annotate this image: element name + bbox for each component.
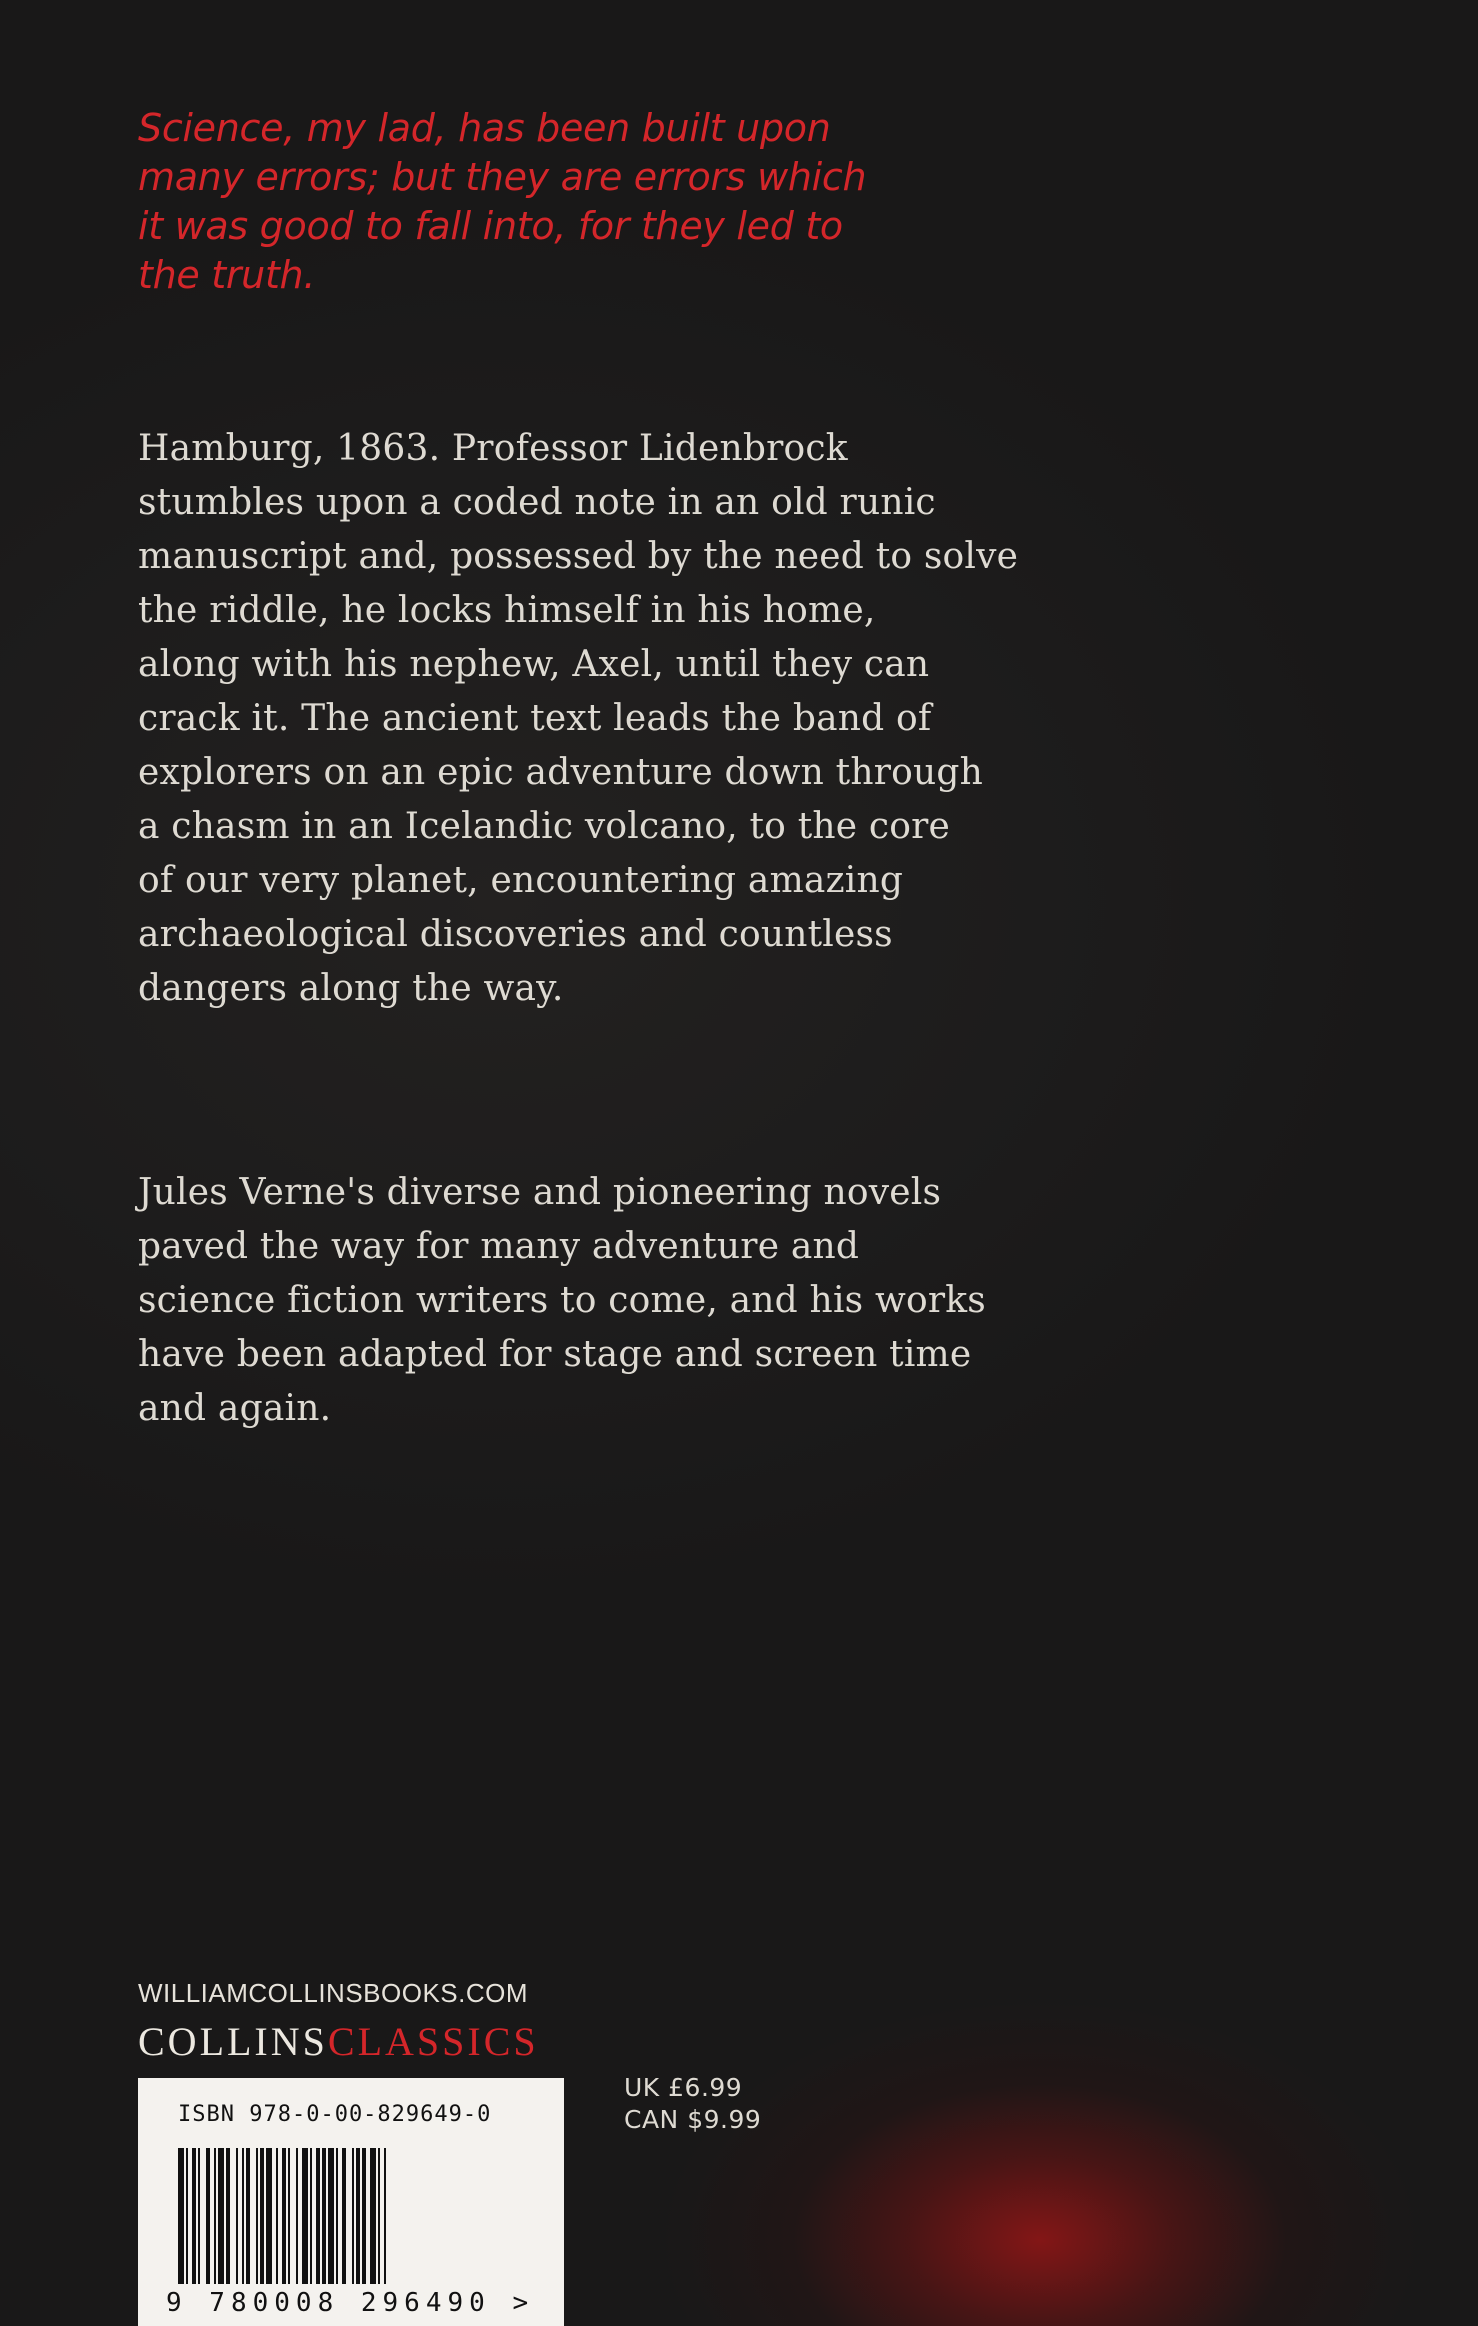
barcode-digits: 9 780008 296490 > <box>166 2288 535 2318</box>
barcode-bar <box>282 2148 286 2284</box>
barcode-bar <box>226 2148 230 2284</box>
author-line: and again. <box>138 1388 332 1429</box>
barcode-bar <box>342 2148 346 2284</box>
synopsis-line: archaeological discoveries and countless <box>138 914 893 955</box>
synopsis-line: along with his nephew, Axel, until they can <box>138 644 930 685</box>
barcode-bars <box>178 2148 526 2288</box>
publisher-website: WILLIAMCOLLINSBOOKS.COM <box>138 1978 529 2008</box>
epigraph-quote <box>138 104 978 300</box>
barcode-bar <box>328 2148 334 2284</box>
synopsis-line: a chasm in an Icelandic volcano, to the core <box>138 806 951 847</box>
barcode-bar <box>288 2148 290 2284</box>
publisher-imprint-logo <box>138 2018 539 2065</box>
price-block <box>624 2072 761 2136</box>
barcode-bar <box>370 2148 376 2284</box>
barcode-bar <box>352 2148 354 2284</box>
author-line: paved the way for many adventure and <box>138 1226 860 1267</box>
synopsis-line: of our very planet, encountering amazing <box>138 860 904 901</box>
barcode-bar <box>276 2148 278 2284</box>
barcode-bar <box>316 2148 320 2284</box>
barcode-bar <box>242 2148 244 2284</box>
barcode-bar <box>198 2148 200 2284</box>
barcode-bar <box>296 2148 298 2284</box>
barcode-bar <box>322 2148 326 2284</box>
synopsis-line: manuscript and, possessed by the need to solve <box>138 536 1019 577</box>
quote-line: Science, my lad, has been built upon <box>138 106 831 150</box>
quote-line: the truth. <box>138 253 316 297</box>
quote-line: many errors; but they are errors which <box>138 155 867 199</box>
barcode-bar <box>266 2148 272 2284</box>
barcode-bar <box>336 2148 338 2284</box>
imprint-collins: COLLINS <box>138 2019 328 2064</box>
author-line: science fiction writers to come, and his works <box>138 1280 986 1321</box>
barcode-panel <box>138 2078 564 2326</box>
author-line: have been adapted for stage and screen time <box>138 1334 972 1375</box>
barcode-bar <box>236 2148 238 2284</box>
price-uk: UK £6.99 <box>624 2073 743 2102</box>
author-line: Jules Verne's diverse and pioneering novels <box>138 1172 942 1213</box>
barcode-bar <box>302 2148 308 2284</box>
price-can: CAN $9.99 <box>624 2105 762 2134</box>
barcode-bar <box>206 2148 210 2284</box>
barcode-bar <box>178 2148 184 2284</box>
barcode-bar <box>310 2148 312 2284</box>
barcode-bar <box>256 2148 258 2284</box>
synopsis-line: crack it. The ancient text leads the band of <box>138 698 932 739</box>
barcode-bar <box>218 2148 224 2284</box>
synopsis-line: dangers along the way. <box>138 968 564 1009</box>
barcode-bar <box>378 2148 380 2284</box>
barcode-bar <box>186 2148 188 2284</box>
barcode-bar <box>362 2148 366 2284</box>
synopsis-line: the riddle, he locks himself in his home, <box>138 590 876 631</box>
isbn-label: ISBN 978-0-00-829649-0 <box>178 2102 492 2127</box>
barcode-bar <box>260 2148 264 2284</box>
quote-line: it was good to fall into, for they led to <box>138 204 843 248</box>
barcode-bar <box>246 2148 250 2284</box>
imprint-classics: CLASSICS <box>327 2019 539 2064</box>
barcode-bar <box>356 2148 360 2284</box>
barcode-bar <box>192 2148 196 2284</box>
barcode-bar <box>214 2148 216 2284</box>
synopsis-line: stumbles upon a coded note in an old runic <box>138 482 936 523</box>
synopsis-paragraph <box>138 422 1098 1016</box>
synopsis-line: Hamburg, 1863. Professor Lidenbrock <box>138 428 848 469</box>
author-paragraph <box>138 1166 1098 1436</box>
synopsis-line: explorers on an epic adventure down through <box>138 752 984 793</box>
barcode-bar <box>384 2148 386 2284</box>
